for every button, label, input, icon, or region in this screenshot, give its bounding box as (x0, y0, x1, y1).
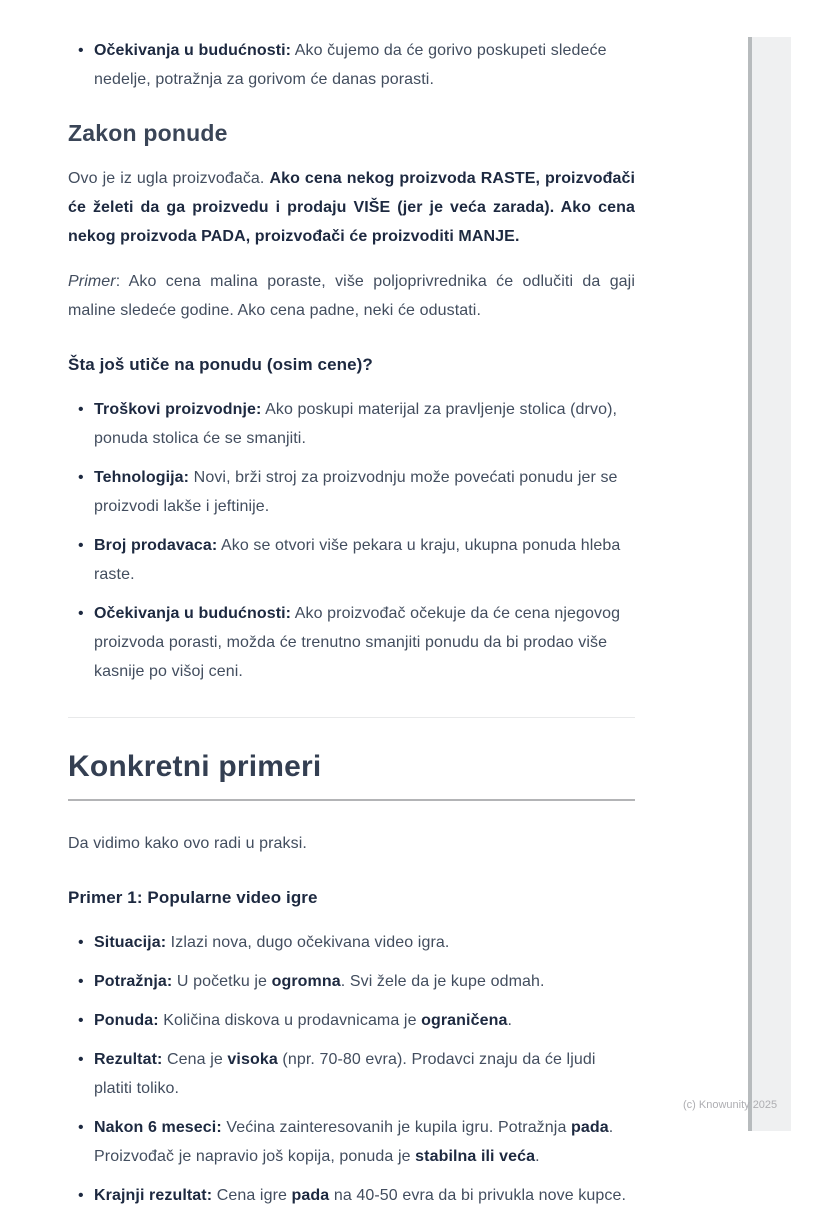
text-segment: Ako čujemo da će gorivo poskupeti sledeće nedelje, potražnja za gorivom će danas porasti. (94, 42, 607, 88)
text-segment: Situacija: (94, 934, 167, 951)
list-item (78, 463, 635, 521)
text-segment: visoka (227, 1051, 278, 1068)
text-segment: Ako poskupi materijal za pravljenje stolica (drvo), ponuda stolica će se smanjiti. (94, 401, 618, 447)
text-segment: na 40-50 evra da bi privukla nove kupce. (329, 1187, 627, 1204)
list-item (78, 1045, 635, 1103)
bullet-list-supply-factors (68, 395, 635, 686)
text-segment: pada (570, 1119, 609, 1136)
text-segment: Ako se otvori više pekara u kraju, ukupna ponuda hleba raste. (94, 537, 621, 583)
text-segment: Očekivanja u budućnosti: (94, 42, 292, 59)
text-segment: Krajnji rezultat: (94, 1187, 213, 1204)
text-segment: Količina diskova u prodavnicama je (158, 1012, 422, 1029)
text-segment: pada (291, 1187, 330, 1204)
text-segment: Troškovi proizvodnje: (94, 401, 262, 418)
text-segment: Izlazi nova, dugo očekivana video igra. (166, 934, 450, 951)
list-item (78, 1006, 635, 1035)
text-segment: Novi, brži stroj za proizvodnju može povećati ponudu jer se proizvodi lakše i jeftinije. (94, 469, 618, 515)
text-segment: . (535, 1148, 540, 1165)
section-divider (68, 717, 635, 718)
paragraph-primer-maline (68, 267, 635, 325)
list-item (78, 599, 635, 686)
copyright-watermark: (c) Knowunity 2025 (683, 1099, 778, 1111)
list-item (78, 395, 635, 453)
section-heading-zakon-ponude: Zakon ponude (68, 120, 228, 146)
text-segment: Ponuda: (94, 1012, 159, 1029)
subheading-supply-factors: Šta još utiče na ponudu (osim cene)? (68, 355, 373, 374)
text-segment: Većina zainteresovanih je kupila igru. Potražnja (221, 1119, 571, 1136)
bullet-list-demand-factors (68, 36, 635, 94)
paragraph-examples-intro: Da vidimo kako ovo radi u praksi. (68, 835, 307, 852)
text-segment: Nakon 6 meseci: (94, 1119, 222, 1136)
list-item (78, 928, 635, 957)
text-segment: U početku je (172, 973, 272, 990)
text-segment: : Ako cena malina poraste, više poljoprivrednika će odlučiti da gaji maline sledeće godine. Ako cena padne, neki će odustati. (68, 273, 635, 319)
text-segment: Ako cena nekog proizvoda RASTE, proizvođači će želeti da ga proizvedu i prodaju VIŠE (jer je veća zarada). Ako cena nekog proizvoda PADA, proizvođači će proizvoditi MANJE. (68, 170, 635, 245)
text-segment: Cena igre (212, 1187, 292, 1204)
subheading-example1: Primer 1: Popularne video igre (68, 888, 318, 907)
document-content (68, 36, 635, 1232)
list-item (78, 1181, 635, 1210)
text-segment: Primer (68, 273, 116, 290)
text-segment: ograničena (421, 1012, 508, 1029)
text-segment: ogromna (271, 973, 341, 990)
text-segment: Cena je (162, 1051, 228, 1068)
list-item (78, 36, 635, 94)
text-segment: Ako proizvođač očekuje da će cena njegovog proizvoda porasti, možda će trenutno smanjiti ponudu da bi prodao više kasnije po višoj ceni. (94, 605, 621, 680)
text-segment: Tehnologija: (94, 469, 190, 486)
text-segment: Rezultat: (94, 1051, 163, 1068)
text-segment: . Svi žele da je kupe odmah. (340, 973, 545, 990)
paragraph-zakon-ponude (68, 164, 635, 251)
list-item (78, 1113, 635, 1171)
text-segment: . Proizvođač je napravio još kopija, ponuda je (94, 1119, 614, 1165)
list-item (78, 531, 635, 589)
text-segment: (npr. 70-80 evra). Prodavci znaju da će ljudi platiti toliko. (94, 1051, 596, 1097)
text-segment: Broj prodavaca: (94, 537, 218, 554)
adjacent-page-strip (752, 37, 791, 1131)
text-segment: Ovo je iz ugla proizvođača. (68, 170, 270, 187)
list-item (78, 967, 635, 996)
text-segment: . (507, 1012, 513, 1029)
text-segment: stabilna ili veća (415, 1148, 536, 1165)
section-heading-konkretni-primeri: Konkretni primeri (68, 748, 635, 801)
text-segment: Potražnja: (94, 973, 173, 990)
text-segment: Očekivanja u budućnosti: (94, 605, 292, 622)
bullet-list-example1 (68, 928, 635, 1210)
